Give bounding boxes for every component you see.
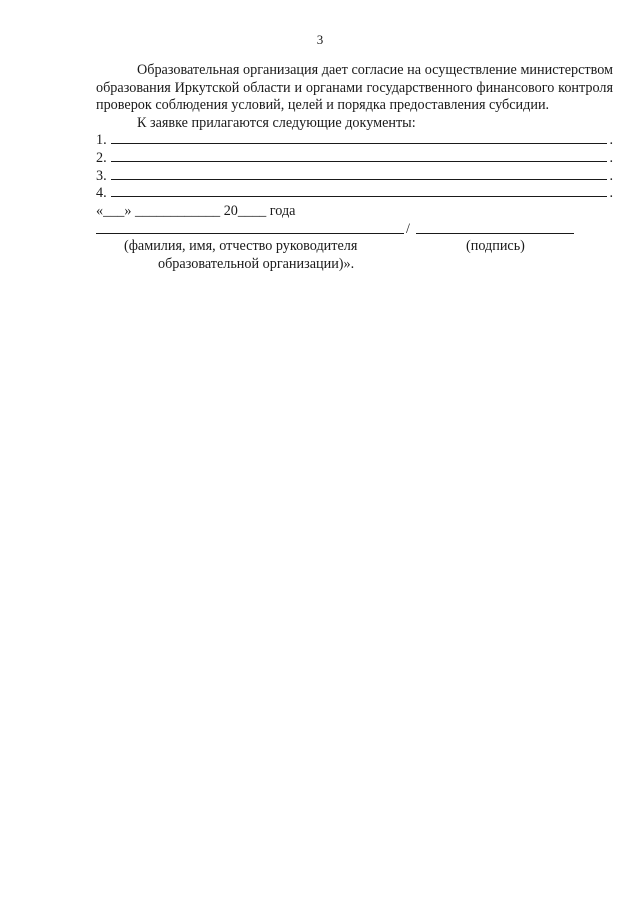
attachments-intro: К заявке прилагаются следующие документы: bbox=[137, 114, 416, 131]
signature-captions bbox=[96, 238, 613, 256]
attachment-number: 3. bbox=[96, 167, 107, 184]
name-caption-continued: образовательной организации)». bbox=[158, 256, 355, 273]
attachment-line-end: . bbox=[609, 167, 613, 184]
attachment-line-2 bbox=[96, 150, 613, 168]
name-caption: (фамилия, имя, отчество руководителя bbox=[124, 238, 358, 255]
attachment-number: 4. bbox=[96, 185, 107, 202]
consent-paragraph: Образовательная организация дает согласие на осуществление министерством образования Иркутской области и органами государственного финансового контроля проверок соблюдения условий, целей и порядка предоставления субсидии. bbox=[96, 62, 613, 114]
attachment-number: 1. bbox=[96, 132, 107, 149]
fill-in-rule bbox=[111, 142, 608, 144]
document-body bbox=[96, 62, 613, 274]
fill-in-rule bbox=[111, 195, 608, 197]
attachment-line-end: . bbox=[609, 132, 613, 149]
signature-row bbox=[96, 220, 613, 238]
attachment-line-4 bbox=[96, 185, 613, 203]
attachment-line-3 bbox=[96, 168, 613, 186]
fill-in-rule bbox=[111, 178, 608, 180]
attachment-line-end: . bbox=[609, 185, 613, 202]
fill-in-rule bbox=[111, 160, 608, 162]
date-line: «___» ____________ 20____ года bbox=[96, 202, 296, 219]
signature-captions-continued bbox=[96, 256, 613, 274]
attachment-line-1 bbox=[96, 132, 613, 150]
signature-fill-rule bbox=[416, 233, 574, 234]
page-number: 3 bbox=[316, 32, 324, 47]
signature-caption: (подпись) bbox=[466, 238, 525, 255]
signature-separator: / bbox=[406, 220, 410, 237]
attachment-number: 2. bbox=[96, 149, 107, 166]
attachment-line-end: . bbox=[609, 149, 613, 166]
name-fill-rule bbox=[96, 233, 404, 234]
